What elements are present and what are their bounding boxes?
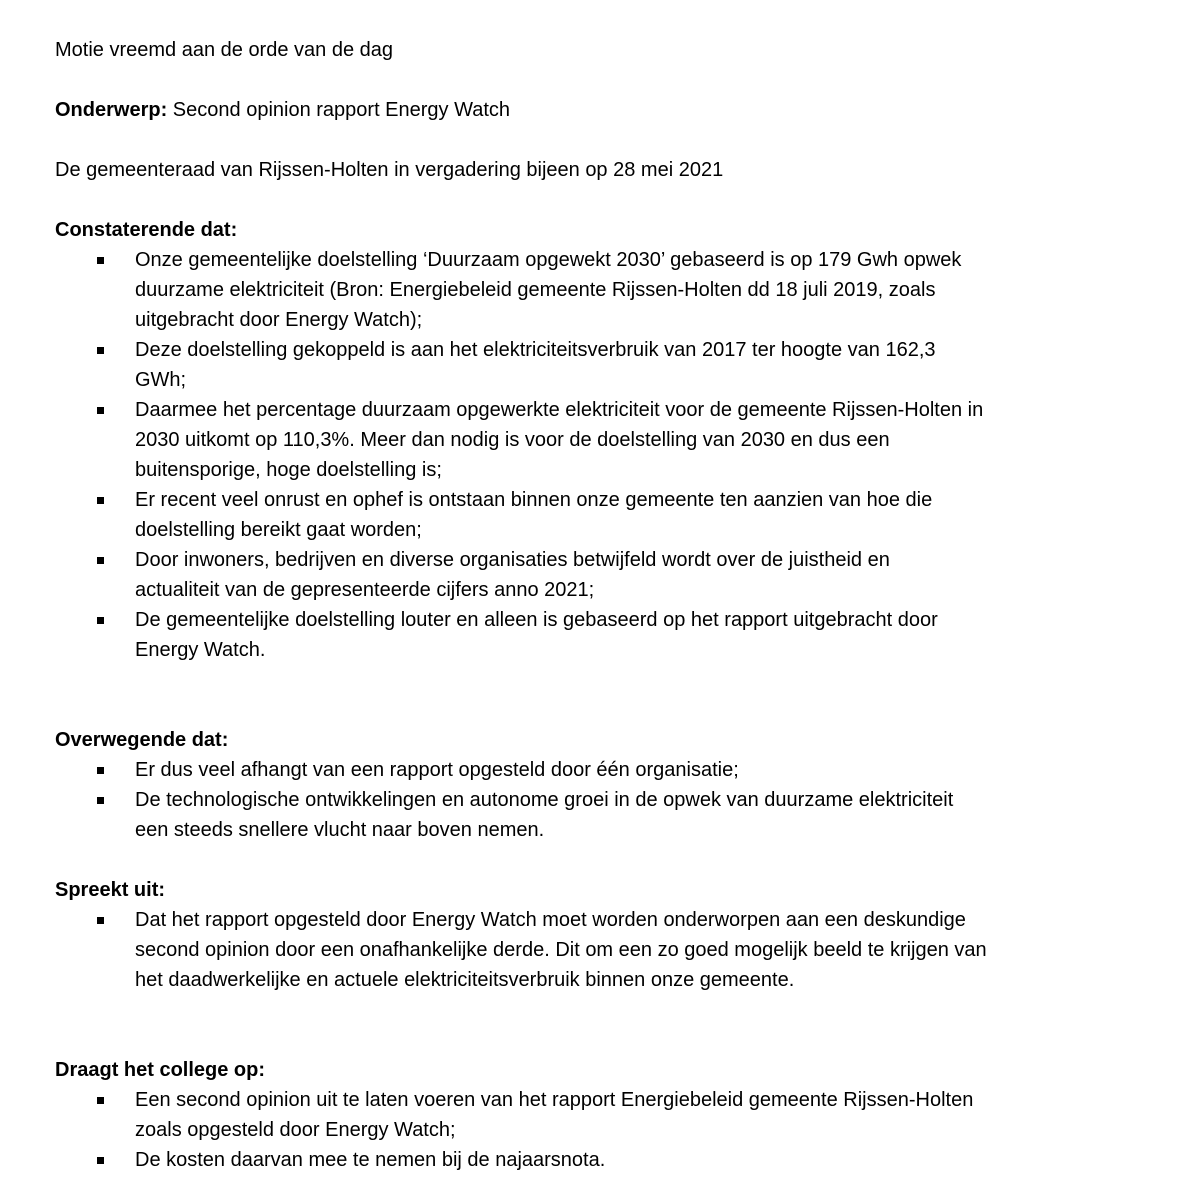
document-page <box>55 35 1165 1175</box>
list-item <box>55 1145 1165 1175</box>
list-item <box>55 335 1165 395</box>
list-item-text: Door inwoners, bedrijven en diverse organisaties betwijfeld wordt over de juistheid en actualiteit van de gepresenteerde cijfers anno 2021; <box>135 549 890 601</box>
spreekt-uit-heading: Spreekt uit: <box>55 879 166 901</box>
draagt-op-list <box>55 1085 1165 1175</box>
square-bullet-icon <box>97 617 104 624</box>
spacer <box>55 845 1165 875</box>
square-bullet-icon <box>97 797 104 804</box>
subject-value: Second opinion rapport Energy Watch <box>167 99 511 121</box>
square-bullet-icon <box>97 767 104 774</box>
square-bullet-icon <box>97 1097 104 1104</box>
list-item-text: De gemeentelijke doelstelling louter en alleen is gebaseerd op het rapport uitgebracht door Energy Watch. <box>135 609 938 661</box>
list-item-text: Dat het rapport opgesteld door Energy Watch moet worden onderworpen aan een deskundige second opinion door een onafhankelijke derde. Dit om een zo goed mogelijk beeld te krijgen van het daadwerkelijke en actuele elektriciteitsverbruik binnen onze gemeente. <box>135 909 987 991</box>
square-bullet-icon <box>97 407 104 414</box>
subject-line <box>55 95 1165 125</box>
square-bullet-icon <box>97 1157 104 1164</box>
list-item <box>55 485 1165 545</box>
list-item-text: Er dus veel afhangt van een rapport opgesteld door één organisatie; <box>135 759 739 781</box>
document-title: Motie vreemd aan de orde van de dag <box>55 39 393 61</box>
list-item <box>55 755 1165 785</box>
list-item-text: De technologische ontwikkelingen en autonome groei in de opwek van duurzame elektriciteit een steeds snellere vlucht naar boven nemen. <box>135 789 954 841</box>
list-item-text: De kosten daarvan mee te nemen bij de najaarsnota. <box>135 1149 606 1171</box>
list-item-text: Deze doelstelling gekoppeld is aan het elektriciteitsverbruik van 2017 ter hoogte van 162,3 GWh; <box>135 339 936 391</box>
draagt-op-heading: Draagt het college op: <box>55 1059 266 1081</box>
constaterende-heading: Constaterende dat: <box>55 219 238 241</box>
list-item <box>55 545 1165 605</box>
meeting-line: De gemeenteraad van Rijssen-Holten in vergadering bijeen op 28 mei 2021 <box>55 159 724 181</box>
list-item <box>55 395 1165 485</box>
square-bullet-icon <box>97 347 104 354</box>
list-item <box>55 785 1165 845</box>
spreekt-uit-list <box>55 905 1165 995</box>
spacer <box>55 995 1165 1055</box>
overwegende-list <box>55 755 1165 845</box>
list-item <box>55 1085 1165 1145</box>
overwegende-heading: Overwegende dat: <box>55 729 229 751</box>
list-item <box>55 605 1165 665</box>
square-bullet-icon <box>97 497 104 504</box>
subject-label: Onderwerp: <box>55 99 168 121</box>
list-item-text: Onze gemeentelijke doelstelling ‘Duurzaam opgewekt 2030’ gebaseerd is op 179 Gwh opwek duurzame elektriciteit (Bron: Energiebeleid gemeente Rijssen-Holten dd 18 juli 2019, zoals uitgebracht door Energy Watch); <box>135 249 962 331</box>
list-item-text: Daarmee het percentage duurzaam opgewerkte elektriciteit voor de gemeente Rijssen-Holten in 2030 uitkomt op 110,3%. Meer dan nodig is voor de doelstelling van 2030 en dus een buitensporige, hoge doelstelling is; <box>135 399 984 481</box>
list-item <box>55 905 1165 995</box>
spacer <box>55 665 1165 725</box>
constaterende-list <box>55 245 1165 665</box>
square-bullet-icon <box>97 917 104 924</box>
list-item-text: Er recent veel onrust en ophef is ontstaan binnen onze gemeente ten aanzien van hoe die doelstelling bereikt gaat worden; <box>135 489 933 541</box>
list-item-text: Een second opinion uit te laten voeren van het rapport Energiebeleid gemeente Rijssen-Holten zoals opgesteld door Energy Watch; <box>135 1089 974 1141</box>
list-item <box>55 245 1165 335</box>
square-bullet-icon <box>97 557 104 564</box>
square-bullet-icon <box>97 257 104 264</box>
